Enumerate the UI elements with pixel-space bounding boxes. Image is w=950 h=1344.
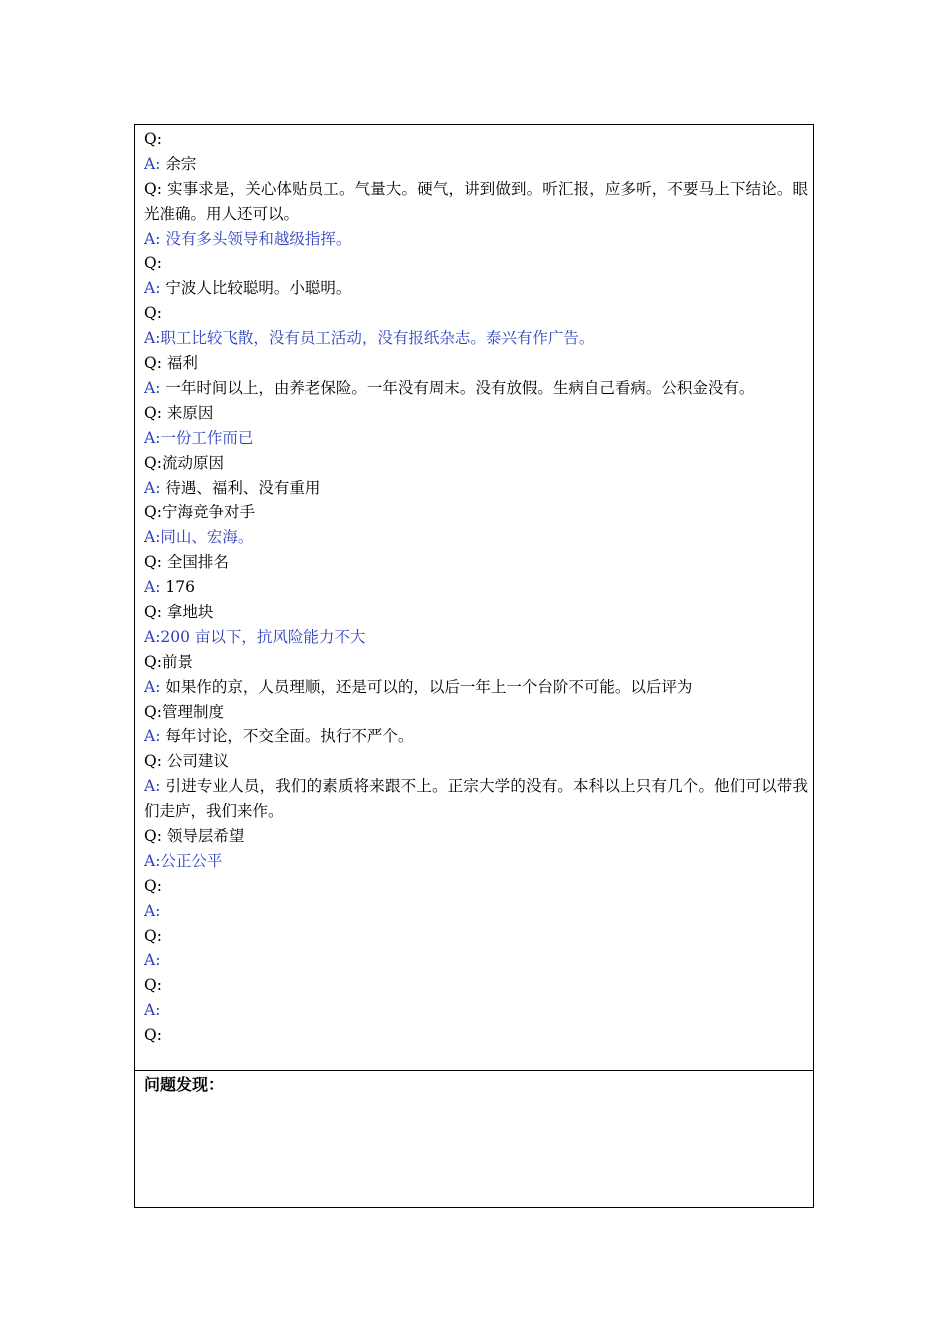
question-line [144, 401, 813, 426]
answer-line [144, 426, 813, 451]
interview-record-table [134, 124, 814, 1208]
question-text: 公司建议 [161, 752, 229, 771]
question-prefix: Q: [144, 453, 162, 472]
question-text: 前景 [161, 652, 193, 671]
answer-line [144, 152, 813, 177]
answer-text: 同山、宏海。 [160, 528, 254, 547]
question-prefix: Q: [144, 827, 162, 845]
answer-prefix: A: [144, 951, 161, 970]
answer-text: 宁波人比较聪明。小聪明。 [160, 279, 352, 298]
question-line [144, 1023, 813, 1048]
answer-prefix: A: [144, 428, 161, 447]
question-text: 福利 [161, 354, 198, 373]
question-prefix: Q: [144, 752, 162, 771]
question-prefix: Q: [144, 1026, 162, 1045]
answer-text: 一年时间以上，由养老保险。一年没有周末。没有放假。生病自己看病。公积金没有。 [160, 378, 755, 397]
answer-prefix: A: [144, 1001, 161, 1020]
answer-prefix: A: [144, 578, 161, 597]
question-prefix: Q: [144, 503, 162, 522]
answer-text: 没有多头领导和越级指挥。 [160, 229, 352, 248]
answer-line [144, 724, 813, 749]
answer-text: 待遇、福利、没有重用 [160, 478, 321, 497]
answer-line [144, 625, 813, 650]
answer-line [144, 675, 813, 700]
question-text: 拿地块 [161, 602, 214, 621]
issues-section [135, 1071, 813, 1207]
question-text: 管理制度 [161, 702, 224, 721]
question-line [144, 351, 813, 376]
question-line [144, 127, 813, 152]
question-text: 流动原因 [161, 453, 224, 472]
answer-prefix: A: [144, 279, 161, 298]
answer-text: 每年讨论，不交全面。执行不严个。 [160, 727, 414, 746]
answer-prefix: A: [144, 329, 161, 348]
qa-section [135, 125, 813, 1071]
question-prefix: Q: [144, 254, 162, 273]
answer-line [144, 476, 813, 501]
answer-line [144, 998, 813, 1023]
question-text: 宁海竞争对手 [161, 503, 255, 522]
question-line [144, 301, 813, 326]
answer-text: 一份工作而已 [160, 428, 254, 447]
answer-line [144, 326, 813, 351]
answer-line [144, 948, 813, 973]
answer-prefix: A: [144, 677, 161, 696]
answer-prefix: A: [144, 777, 161, 796]
issues-title: 问题发现： [144, 1075, 225, 1094]
answer-text: 余宗 [160, 154, 197, 173]
answer-line [144, 575, 813, 600]
answer-prefix: A: [144, 901, 161, 920]
answer-text: 职工比较飞散，没有员工活动，没有报纸杂志。泰兴有作广告。 [160, 329, 595, 348]
question-prefix: Q: [144, 876, 162, 895]
question-line [144, 550, 813, 575]
question-prefix: Q: [144, 926, 162, 945]
answer-prefix: A: [144, 378, 161, 397]
question-line [144, 824, 813, 849]
question-line [144, 874, 813, 899]
question-line [144, 251, 813, 276]
answer-line [144, 376, 813, 401]
answer-prefix: A: [144, 851, 161, 870]
question-line [144, 177, 808, 227]
question-line [144, 650, 813, 675]
answer-prefix: A: [144, 478, 161, 497]
question-text: 领导层希望 [161, 827, 245, 845]
answer-line [144, 227, 813, 252]
answer-text: 200 亩以下，抗风险能力不大 [160, 627, 366, 646]
answer-text: 如果作的京，人员理顺，还是可以的，以后一年上一个台阶不可能。以后评为 [160, 677, 693, 696]
question-line [144, 973, 813, 998]
question-prefix: Q: [144, 976, 162, 995]
answer-prefix: A: [144, 627, 161, 646]
answer-prefix: A: [144, 727, 161, 746]
question-line [144, 451, 813, 476]
answer-text: 176 [160, 578, 195, 597]
answer-line [144, 774, 808, 824]
answer-prefix: A: [144, 229, 161, 248]
question-prefix: Q: [144, 354, 162, 373]
question-line [144, 700, 813, 725]
question-line [144, 600, 813, 625]
question-text: 实事求是，关心体贴员工。气量大。硬气，讲到做到。听汇报，应多听，不要马上下结论。眼光准确。用人还可以。 [144, 179, 808, 223]
answer-line [144, 525, 813, 550]
question-line [144, 924, 813, 949]
question-prefix: Q: [144, 702, 162, 721]
answer-prefix: A: [144, 154, 161, 173]
question-line [144, 500, 813, 525]
question-prefix: Q: [144, 403, 162, 422]
question-text: 来原因 [161, 403, 214, 422]
question-prefix: Q: [144, 652, 162, 671]
answer-prefix: A: [144, 528, 161, 547]
question-text: 全国排名 [161, 553, 229, 572]
question-prefix: Q: [144, 602, 162, 621]
question-prefix: Q: [144, 179, 162, 198]
question-prefix: Q: [144, 553, 162, 572]
question-prefix: Q: [144, 304, 162, 323]
answer-line [144, 899, 813, 924]
answer-line [144, 276, 813, 301]
answer-text: 引进专业人员，我们的素质将来跟不上。正宗大学的没有。本科以上只有几个。他们可以带我们走庐，我们来作。 [144, 777, 808, 821]
answer-line [144, 849, 813, 874]
question-line [144, 749, 813, 774]
answer-text: 公正公平 [160, 851, 223, 870]
question-prefix: Q: [144, 130, 162, 148]
